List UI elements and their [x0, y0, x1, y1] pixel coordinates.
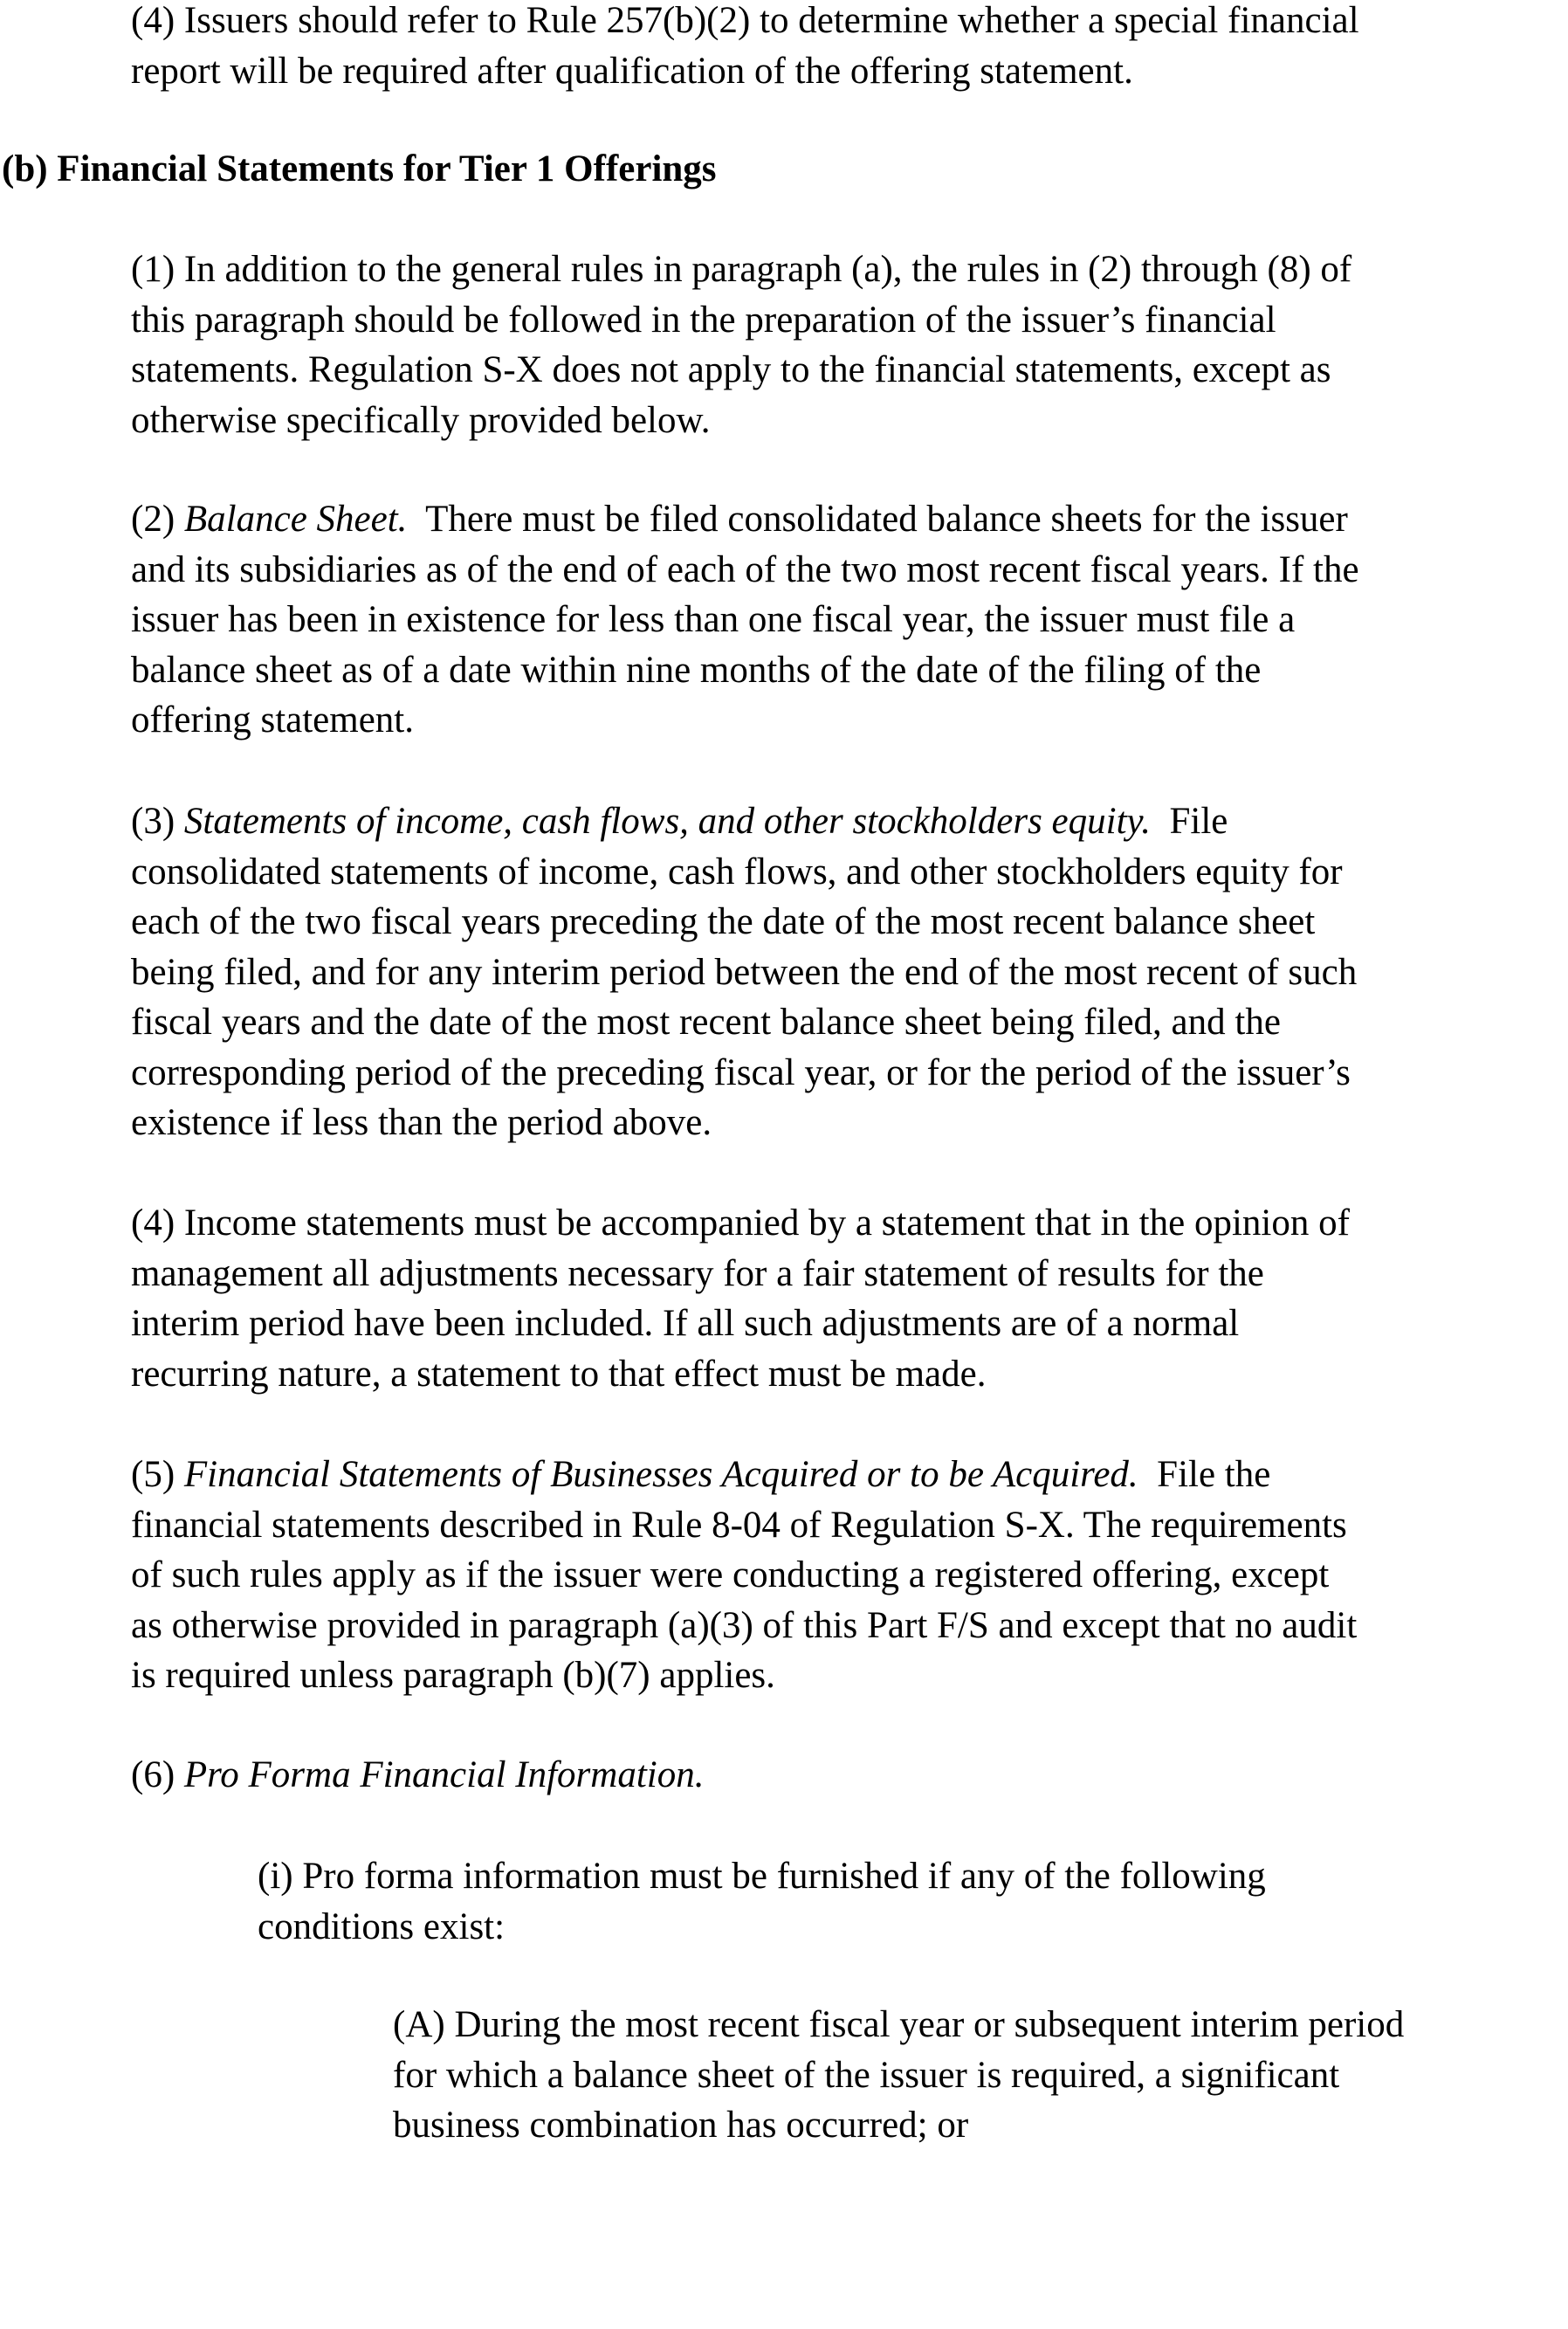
paragraph-b6-i-a	[393, 2000, 1404, 2151]
text-line: existence if less than the period above.	[131, 1102, 712, 1143]
text-line: (i) Pro forma information must be furnished if any of the following	[258, 1856, 1266, 1897]
text-line	[131, 494, 1359, 545]
text-line: interim period have been included. If all such adjustments are of a normal	[131, 1303, 1240, 1344]
item-title: Balance Sheet.	[183, 499, 408, 540]
text-line: report will be required after qualification of the offering statement.	[131, 50, 1133, 92]
text-line: business combination has occurred; or	[393, 2105, 969, 2146]
text-line: and its subsidiaries as of the end of each of the two most recent fiscal years. If the	[131, 548, 1359, 590]
section-heading-b: (b) Financial Statements for Tier 1 Offerings	[2, 148, 717, 189]
item-title: Statements of income, cash flows, and other stockholders equity.	[183, 801, 1151, 842]
text-line: otherwise specifically provided below.	[131, 399, 711, 441]
paragraph-b5	[131, 1450, 1357, 1701]
text-line	[131, 796, 1357, 847]
text-line: is required unless paragraph (b)(7) applies.	[131, 1655, 775, 1696]
item-number: (3)	[131, 801, 184, 842]
text-run: File the	[1138, 1454, 1271, 1495]
paragraph-b6	[131, 1750, 705, 1801]
text-line: corresponding period of the preceding fiscal year, or for the period of the issuer’s	[131, 1051, 1351, 1093]
text-line: financial statements described in Rule 8-04 of Regulation S-X. The requirements	[131, 1504, 1347, 1546]
text-line: issuer has been in existence for less than one fiscal year, the issuer must file a	[131, 599, 1296, 640]
text-line: being filed, and for any interim period between the end of the most recent of such	[131, 951, 1358, 993]
item-number: (5)	[131, 1454, 184, 1495]
item-number: (2)	[131, 499, 184, 540]
text-line: this paragraph should be followed in the preparation of the issuer’s financial	[131, 299, 1276, 341]
text-line: consolidated statements of income, cash flows, and other stockholders equity for	[131, 851, 1343, 892]
paragraph-a4	[131, 0, 1359, 96]
item-number: (6)	[131, 1754, 184, 1795]
text-line: (A) During the most recent fiscal year or subsequent interim period	[393, 2004, 1405, 2045]
text-line: recurring nature, a statement to that effect must be made.	[131, 1353, 987, 1395]
text-line	[131, 1750, 705, 1801]
paragraph-b6-i	[258, 1851, 1266, 1952]
text-line: statements. Regulation S-X does not apply to the financial statements, except as	[131, 349, 1331, 390]
text-line	[131, 1450, 1357, 1500]
paragraph-b4	[131, 1198, 1350, 1399]
text-line: offering statement.	[131, 699, 414, 741]
text-line: balance sheet as of a date within nine months of the date of the filing of the	[131, 649, 1262, 691]
text-line: conditions exist:	[258, 1905, 505, 1947]
paragraph-b2	[131, 494, 1359, 746]
text-line: fiscal years and the date of the most recent balance sheet being filed, and the	[131, 1002, 1281, 1043]
text-line: (1) In addition to the general rules in paragraph (a), the rules in (2) through (8) of	[131, 249, 1352, 290]
text-line: each of the two fiscal years preceding the date of the most recent balance sheet	[131, 901, 1316, 942]
text-run: File	[1151, 801, 1228, 842]
paragraph-b1	[131, 245, 1351, 445]
text-run: There must be filed consolidated balance sheets for the issuer	[407, 499, 1348, 540]
paragraph-b3	[131, 796, 1357, 1148]
item-title: Financial Statements of Businesses Acquired or to be Acquired.	[183, 1454, 1138, 1495]
text-line: (4) Income statements must be accompanied by a statement that in the opinion of	[131, 1202, 1350, 1244]
text-line: as otherwise provided in paragraph (a)(3) of this Part F/S and except that no audit	[131, 1604, 1358, 1646]
text-line: management all adjustments necessary for a fair statement of results for the	[131, 1252, 1264, 1294]
text-line: for which a balance sheet of the issuer is required, a significant	[393, 2054, 1340, 2096]
text-line: (4) Issuers should refer to Rule 257(b)(2) to determine whether a special financial	[131, 0, 1359, 41]
text-line: of such rules apply as if the issuer were conducting a registered offering, except	[131, 1554, 1330, 1595]
item-title: Pro Forma Financial Information.	[183, 1754, 705, 1795]
